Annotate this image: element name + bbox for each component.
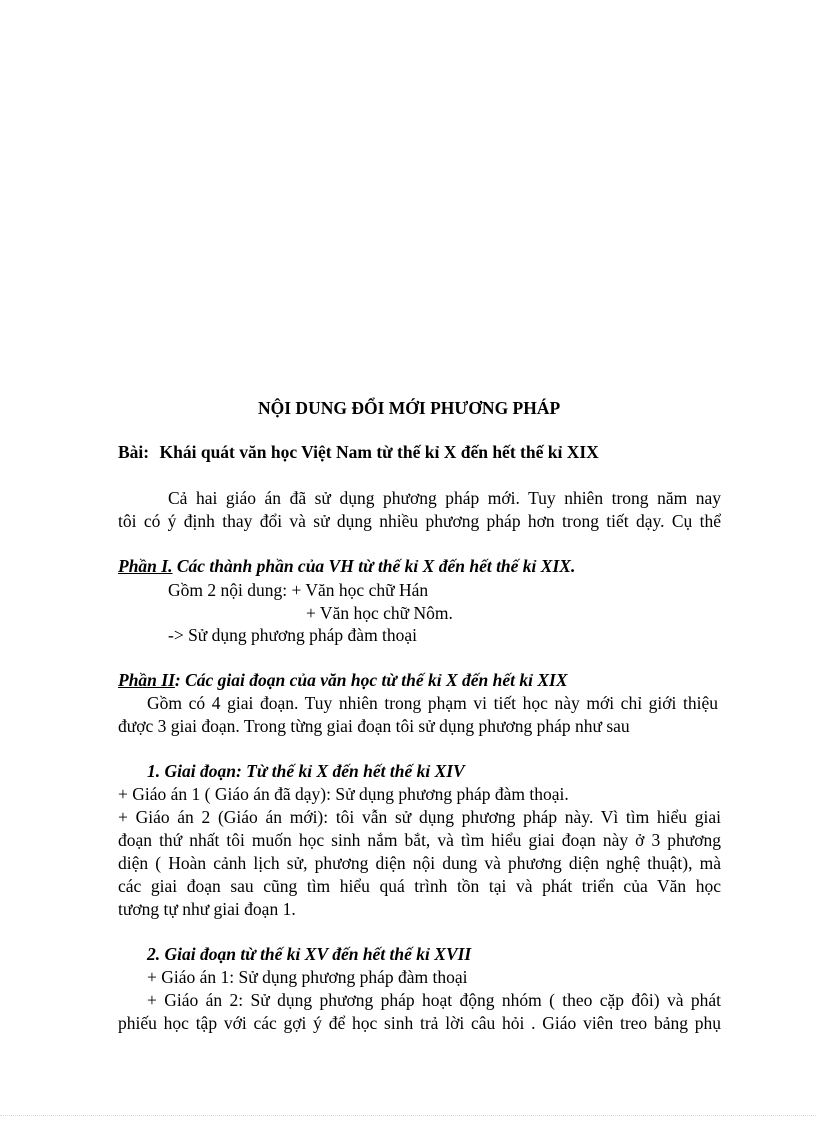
lesson-title: Khái quát văn học Việt Nam từ thế kỉ X đến hết thế kỉ XIX	[159, 442, 599, 462]
lesson-prefix: Bài:	[118, 442, 150, 462]
intro-line-1: Cả hai giáo án đã sử dụng phương pháp mới. Tuy nhiên trong năm nay	[168, 488, 721, 508]
part2-heading	[118, 669, 568, 691]
stage1-heading: 1. Giai đoạn: Từ thế kỉ X đến hết thế kỉ XIV	[147, 761, 465, 781]
part1-label: Phần I.	[118, 556, 173, 576]
page-title: NỘI DUNG ĐỔI MỚI PHƯƠNG PHÁP	[258, 398, 561, 418]
part2-colon: :	[174, 670, 181, 690]
part2-title: Các giai đoạn của văn học từ thế kỉ X đến hết kỉ XIX	[185, 670, 568, 690]
lesson-heading	[118, 441, 599, 463]
part1-line-1: Gồm 2 nội dung: + Văn học chữ Hán	[168, 580, 429, 600]
stage1-line-6: tương tự như giai đoạn 1.	[118, 899, 296, 919]
part2-label: Phần II	[118, 670, 175, 690]
part1-line-2: + Văn học chữ Nôm.	[306, 603, 453, 623]
part2-line-2: được 3 giai đoạn. Trong từng giai đoạn tôi sử dụng phương pháp như sau	[118, 716, 630, 736]
part1-line-3: -> Sử dụng phương pháp đàm thoại	[168, 625, 418, 645]
stage1-line-3: đoạn thứ nhất tôi muốn học sinh nắm bắt, và tìm hiểu giai đoạn này ở 3 phương	[118, 830, 721, 850]
part1-heading	[118, 555, 575, 577]
stage2-line-1: + Giáo án 1: Sử dụng phương pháp đàm thoại	[147, 967, 468, 987]
stage1-line-4: diện ( Hoàn cảnh lịch sử, phương diện nội dung và phương diện nghệ thuật), mà	[118, 853, 721, 873]
stage1-line-1: + Giáo án 1 ( Giáo án đã dạy): Sử dụng phương pháp đàm thoại.	[118, 784, 569, 804]
stage1-line-5: các giai đoạn sau cũng tìm hiểu quá trình tồn tại và phát triển của Văn học	[118, 876, 721, 896]
stage2-line-3: phiếu học tập với các gợi ý để học sinh trả lời câu hỏi . Giáo viên treo bảng phụ	[118, 1013, 721, 1033]
stage1-line-2: + Giáo án 2 (Giáo án mới): tôi vẫn sử dụng phương pháp này. Vì tìm hiểu giai	[118, 807, 721, 827]
stage2-line-2: + Giáo án 2: Sử dụng phương pháp hoạt động nhóm ( theo cặp đôi) và phát	[147, 990, 721, 1010]
part2-line-1: Gồm có 4 giai đoạn. Tuy nhiên trong phạm vi tiết học này mới chỉ giới thiệu	[147, 693, 718, 713]
stage2-heading: 2. Giai đoạn từ thế kỉ XV đến hết thế kỉ XVII	[147, 944, 472, 964]
page-bottom-divider	[0, 1115, 816, 1116]
part1-title: Các thành phần của VH từ thế kỉ X đến hết thế kỉ XIX.	[176, 556, 576, 576]
intro-line-2: tôi có ý định thay đổi và sử dụng nhiều phương pháp hơn trong tiết dạy. Cụ thể	[118, 511, 721, 531]
